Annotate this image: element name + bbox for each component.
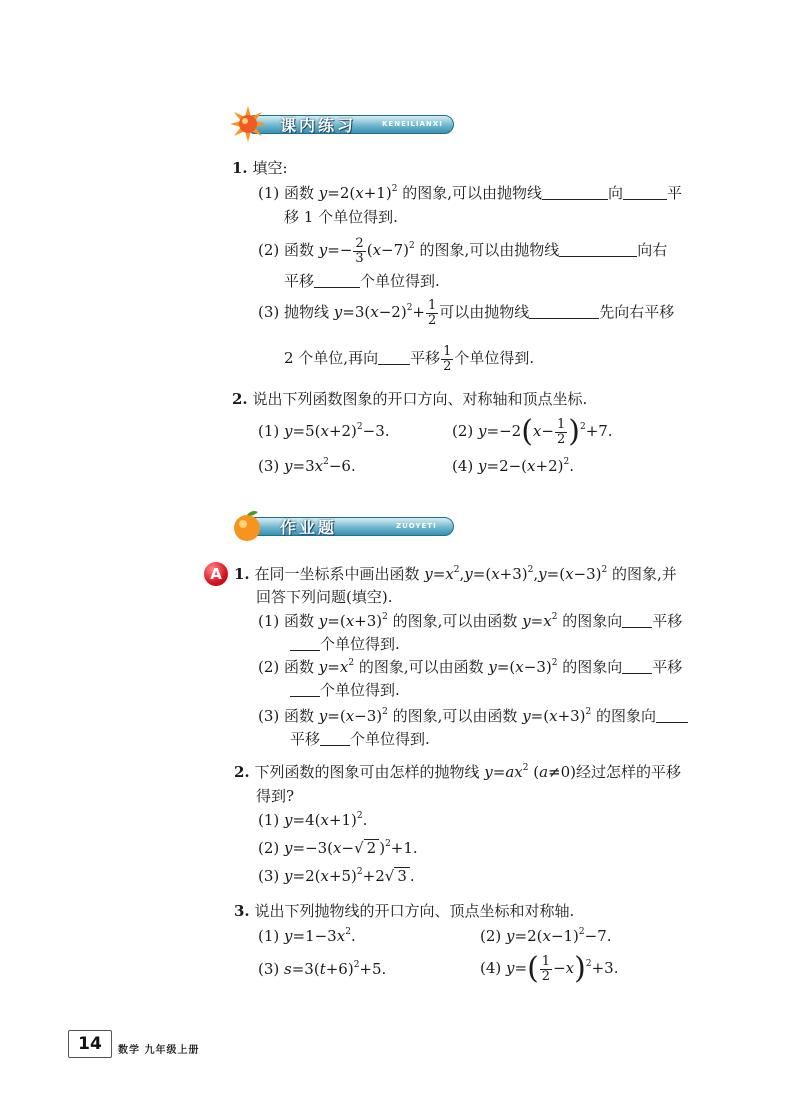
practice-section-banner: [236, 112, 456, 136]
homework-q1-part3-line2: 平移 个单位得到.: [290, 730, 430, 748]
homework-q1-line2: 回答下列问题(填空).: [256, 588, 393, 606]
homework-q2-text-a: 下列函数的图象可由怎样的抛物线: [254, 763, 480, 781]
homework-q3-part4: (4) y=( $\frac{1}{2}$ −x)$^2$+3.: [480, 951, 619, 986]
practice-q1-part3-line2: 2 个单位,再向 平移 $\frac{1}{2}$ 个单位得到.: [284, 343, 535, 374]
homework-q1-part1-line1: (1) 函数 $y=(x+3)^2$ 的图象,可以由函数 $y=x^2$ 的图象向 平移: [258, 612, 683, 630]
book-title: 数学 九年级上册: [118, 1045, 200, 1056]
practice-q1-number: 1.: [232, 159, 248, 177]
practice-q1-part1-line2: 移 1 个单位得到.: [284, 208, 398, 226]
level-a-badge: A: [204, 562, 228, 586]
practice-section-title: 课内练习: [280, 116, 357, 135]
page-number: 14: [68, 1030, 112, 1058]
homework-q2-text-b: 经过怎样的平移: [576, 763, 682, 781]
homework-q2-line1: 2. 下列函数的图象可由怎样的抛物线 $y=ax^2$ (a≠0)经过怎样的平移: [234, 763, 682, 781]
homework-q3-part1: (1) $y=1-3x^2$.: [258, 927, 356, 945]
practice-q1-part2-line1: (2) 函数 y=− $\frac{2}{3}$ $(x-7)^2$ 的图象,可以由抛物线 向右: [258, 235, 668, 266]
homework-q1-part1-line2: 个单位得到.: [290, 634, 400, 654]
practice-q2-part1: (1) $y=5(x+2)^2-3$.: [258, 422, 390, 440]
sun-icon: [230, 106, 266, 142]
homework-section-title: 作业题: [280, 518, 338, 537]
homework-q1-number: 1.: [234, 565, 250, 583]
homework-q3-part2: (2) $y=2(x-1)^2-7$.: [480, 927, 612, 945]
practice-q2-text: 说出下列函数图象的开口方向、对称轴和顶点坐标.: [252, 390, 588, 408]
homework-q3-part3: (3) $s=3(t+6)^2+5$.: [258, 960, 387, 978]
homework-q2-part2: (2) y=−3(x−√ 2 )$^2$+1.: [258, 839, 418, 857]
practice-q1-part3-line1: (3) 抛物线 $y=3(x-2)^2+$ $\frac{1}{2}$ 可以由抛物线 先向右平移: [258, 297, 675, 328]
practice-q2-part2: (2) y=−2(x− $\frac{1}{2}$ )$^2$+7.: [452, 414, 613, 449]
practice-q2-number: 2.: [232, 390, 248, 408]
practice-q1-text: 填空:: [252, 159, 288, 177]
practice-q2: [232, 389, 587, 409]
homework-q3-number: 3.: [234, 902, 250, 920]
homework-q1-part2-line1: (2) 函数 $y=x^2$ 的图象,可以由函数 $y=(x-3)^2$ 的图象向 平移: [258, 658, 683, 676]
practice-section-subtitle: KENEILIANXI: [382, 120, 443, 128]
homework-q3: [234, 901, 574, 921]
practice-q1-part1-line1: (1) 函数 $y=2(x+1)^2$ 的图象,可以由抛物线 向 平: [258, 184, 682, 202]
homework-q2-part1: (1) $y=4(x+1)^2$.: [258, 811, 368, 829]
homework-q2-part3: (3) $y=2(x+5)^2+2√$ 3 .: [258, 867, 415, 885]
homework-section-subtitle: ZUOYETI: [396, 522, 437, 530]
homework-q2-number: 2.: [234, 763, 250, 781]
homework-q1-text: 在同一坐标系中画出函数: [254, 565, 420, 583]
practice-q2-part3: (3) $y=3x^2-6$.: [258, 457, 356, 475]
homework-q3-text: 说出下列抛物线的开口方向、顶点坐标和对称轴.: [254, 902, 575, 920]
homework-q2-line2: 得到?: [256, 787, 295, 805]
practice-q2-part4: (4) $y=2-(x+2)^2$.: [452, 457, 574, 475]
practice-q1-part2-line2: 平移 个单位得到.: [284, 272, 440, 290]
homework-q1-line1: 1. 在同一坐标系中画出函数 $y=x^2,y=(x+3)^2,y=(x-3)^2$ 的图象,并: [234, 565, 677, 583]
practice-q1: [232, 158, 288, 178]
homework-q1-part2-line2: 个单位得到.: [290, 680, 400, 700]
homework-q1-part3-line1: (3) 函数 $y=(x-3)^2$ 的图象,可以由函数 $y=(x+3)^2$ 的图象向: [258, 706, 688, 726]
orange-fruit-icon: [230, 509, 264, 543]
homework-section-banner: [236, 514, 456, 538]
